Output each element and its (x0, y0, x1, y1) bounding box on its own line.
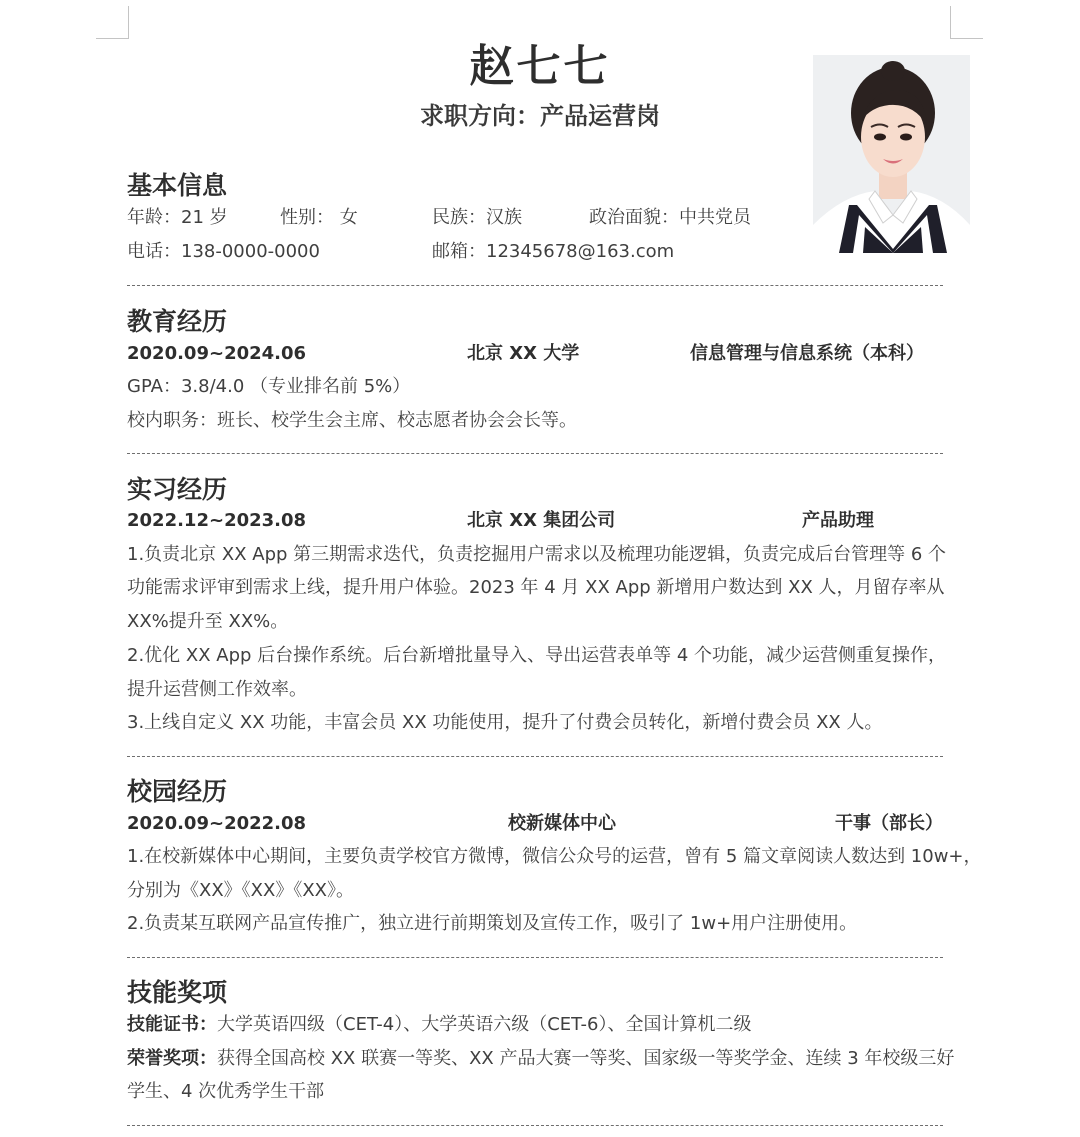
section-divider (127, 756, 943, 757)
education-positions: 校内职务：班长、校学生会主席、校志愿者协会会长等。 (127, 410, 577, 431)
internship-period: 2022.12~2023.08 (127, 510, 307, 531)
candidate-name: 赵七七 (469, 41, 611, 92)
campus-line: 2.负责某互联网产品宣传推广，独立进行前期策划及宣传工作，吸引了 1w+用户注册使用。 (127, 913, 858, 934)
skills-award-text: 获得全国高校 XX 联赛一等奖、XX 产品大赛一等奖、国家级一等奖学金、连续 3 年校级三好 (217, 1048, 955, 1069)
section-title-internship: 实习经历 (127, 475, 228, 504)
internship-line: 1.负责北京 XX App 第三期需求迭代，负责挖掘用户需求以及梳理功能逻辑，负责完成后台管理等 6 个 (127, 544, 947, 565)
section-divider (127, 453, 943, 454)
section-title-campus: 校园经历 (127, 777, 228, 806)
skills-award-label: 荣誉奖项： (127, 1048, 217, 1069)
section-divider (127, 1125, 943, 1126)
section-title-skills: 技能奖项 (127, 978, 228, 1007)
skills-award-text-cont: 学生、4 次优秀学生干部 (127, 1081, 325, 1102)
skills-cert-row (127, 1013, 751, 1037)
section-divider (127, 957, 943, 958)
internship-line: 功能需求评审到需求上线，提升用户体验。2023 年 4 月 XX App 新增用户数达到 XX 人，月留存率从 (127, 577, 945, 598)
education-school: 北京 XX 大学 (467, 343, 580, 364)
section-title-education: 教育经历 (127, 307, 228, 336)
profile-photo (813, 55, 970, 253)
basic-phone: 电话：138-0000-0000 (127, 241, 320, 262)
basic-gender: 性别： 女 (280, 207, 358, 228)
job-target: 求职方向：产品运营岗 (420, 102, 660, 130)
campus-line: 1.在校新媒体中心期间，主要负责学校官方微博，微信公众号的运营，曾有 5 篇文章阅读人数达到 10w+， (127, 846, 982, 867)
internship-company: 北京 XX 集团公司 (467, 510, 616, 531)
basic-age: 年龄：21 岁 (127, 207, 228, 228)
campus-organization: 校新媒体中心 (508, 813, 616, 834)
internship-line: 提升运营侧工作效率。 (127, 679, 307, 700)
internship-line: 3.上线自定义 XX 功能，丰富会员 XX 功能使用，提升了付费会员转化，新增付费会员 XX 人。 (127, 712, 883, 733)
basic-ethnicity: 民族：汉族 (432, 207, 522, 228)
education-major: 信息管理与信息系统（本科） (690, 343, 924, 364)
profile-photo-illustration (813, 55, 970, 253)
skills-award-row (127, 1047, 954, 1071)
internship-line: 2.优化 XX App 后台操作系统。后台新增批量导入、导出运营表单等 4 个功能，减少运营侧重复操作， (127, 645, 947, 666)
campus-period: 2020.09~2022.08 (127, 813, 307, 834)
internship-line: XX%提升至 XX%。 (127, 611, 289, 632)
internship-role: 产品助理 (802, 510, 874, 531)
basic-political-status: 政治面貌：中共党员 (589, 207, 751, 228)
skills-cert-text: 大学英语四级（CET-4）、大学英语六级（CET-6）、全国计算机二级 (217, 1014, 752, 1035)
skills-cert-label: 技能证书： (127, 1014, 217, 1035)
basic-email: 邮箱：12345678@163.com (432, 241, 675, 262)
campus-line: 分别为《XX》《XX》《XX》。 (127, 880, 354, 901)
education-gpa: GPA：3.8/4.0 （专业排名前 5%） (127, 376, 411, 397)
education-period: 2020.09~2024.06 (127, 343, 307, 364)
section-title-basic: 基本信息 (127, 171, 228, 200)
section-divider (127, 285, 943, 286)
campus-role: 干事（部长） (835, 813, 943, 834)
